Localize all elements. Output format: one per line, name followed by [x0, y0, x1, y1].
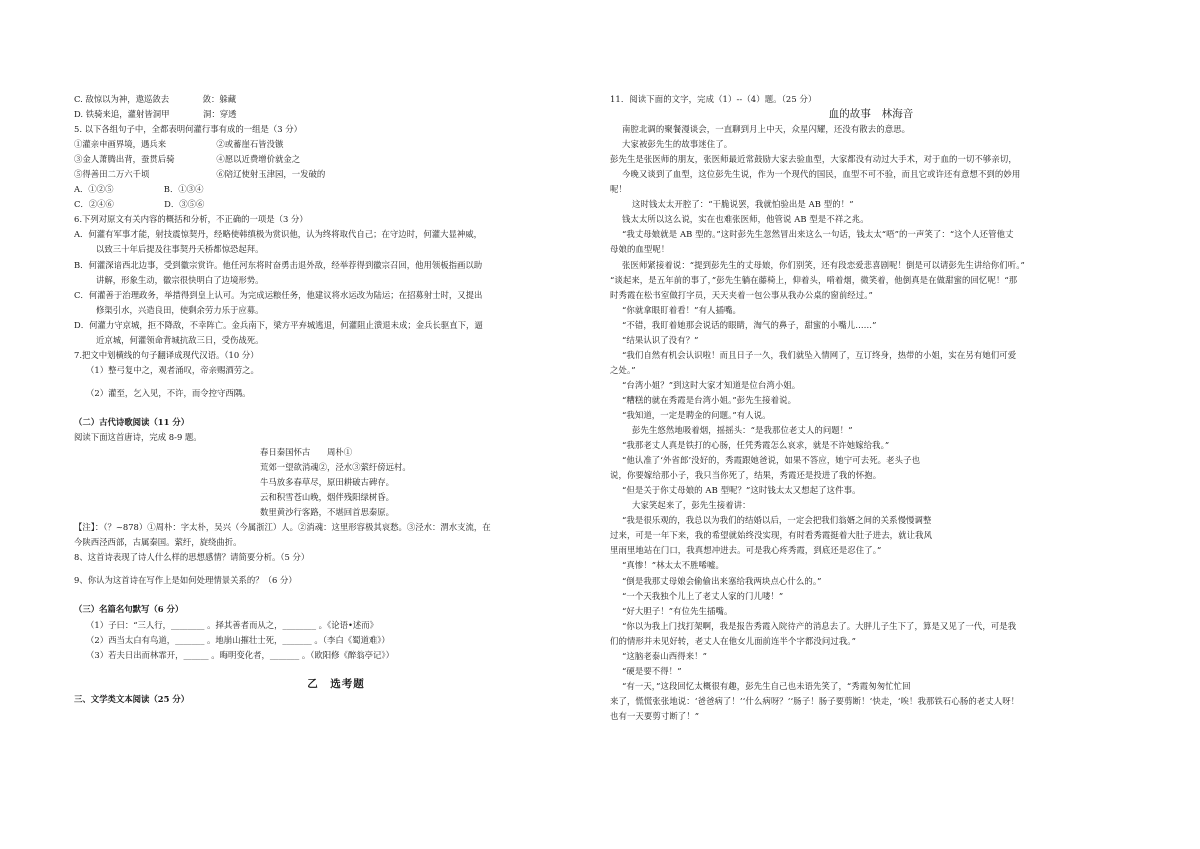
- spacer: [74, 565, 598, 573]
- left-text-line: D．何灌力守京城，拒不降敌，不幸阵亡。金兵南下，梁方平弃城逃退，何灌阻止溃退未成；金兵长驱直下，逼: [74, 319, 483, 330]
- left-text-line: C．②④⑥ D．③⑤⑥: [74, 199, 205, 210]
- right-text-line: 南腔北调的聚餐漫谈会，一直聊到月上中天，众星闪耀，还没有散去的意思。: [622, 124, 911, 135]
- left-text-line: 9、你认为这首诗在写作上是如何处理情景关系的？（6 分）: [74, 575, 297, 586]
- left-text-line: （1）整弓复中之，观者涌叹，帝亲赐酒劳之。: [86, 364, 259, 375]
- right-text-line: “真惨！”林太太不胜唏嘘。: [622, 560, 724, 571]
- right-text-line: 11．阅读下面的文字，完成（1）--（4）题。（25 分）: [610, 94, 817, 104]
- right-text-line: “好大胆子！”有位先生插嘴。: [622, 605, 733, 616]
- right-text-line: “这脑老泰山西得来！”: [622, 650, 708, 661]
- right-text-line: 们的情形并未见好转，老丈人在他女儿面前连半个字都没问过我。”: [610, 635, 856, 646]
- right-text-line: 今晚又谈到了血型，这位彭先生说，作为一个现代的国民，血型不可不验，而且它或许还有意想不到的妙用: [622, 169, 1021, 180]
- left-text-line: 讲解，形象生动，徽宗很快明白了边境形势。: [96, 274, 264, 285]
- left-text-line: B．何灌深谙西北边事，受到徽宗赏许。他任河东将时奋勇击退外敌，经举荐得到徽宗召回，他用领板指画以助: [74, 259, 483, 270]
- right-text-line: “一个天我独个儿上了老丈人家的门儿喽！”: [622, 590, 784, 601]
- left-text-line: 7.把文中划横线的句子翻译成现代汉语。（10 分）: [74, 349, 259, 360]
- left-column: [74, 92, 598, 707]
- right-text-line: “台湾小姐？”到这时大家才知道是位台湾小姐。: [622, 379, 801, 390]
- left-text-line: 牛马放多春草尽，原田耕破古碑存。: [260, 477, 394, 488]
- right-text-line: 之处。”: [610, 364, 636, 375]
- right-text-line: “倒是我那丈母娘会偷偷出来塞给我两块点心什么的。”: [622, 575, 822, 586]
- left-text-line: 8、这首诗表现了诗人什么样的思想感情？请简要分析。（5 分）: [74, 552, 310, 563]
- right-text-line: 说，你要嫁给那小子，我只当你死了，结果，秀霞还是投进了我的怀抱。: [610, 470, 882, 481]
- left-text-line: 【注】：（？~878）①周朴：字太朴，吴兴（今属浙江）人。②消魂：这里形容极其哀愁。③泾水：渭水支流，在: [74, 522, 491, 533]
- left-text-line: ①灌亲申画界境，遇兵来 ②或蓄崖石皆没镞: [74, 139, 284, 150]
- right-text-line: “你就拿眼盯着看！”有人插嘴。: [622, 304, 741, 315]
- left-text-line: 荒郊一望欲消魂②，泾水③萦纡傍远村。: [260, 462, 411, 473]
- right-text-line: “我那老丈人真是铁打的心肠，任凭秀霞怎么哀求，就是不许她嫁给我。”: [622, 440, 890, 451]
- left-text-line: A．何灌有军事才能，射技震惊契丹，经略使韩缜极为赏识他，认为终将取代自己；在守边时，何灌大显神威，: [74, 229, 483, 240]
- spacer: [74, 401, 598, 415]
- left-text-line: （3）若夫日出而林霏开，______ 。晦明变化者，_______ 。（欧阳修《醉翁亭记》）: [86, 649, 394, 660]
- left-text-line: 6.下列对原文有关内容的概括和分析，不正确的一项是（3 分）: [74, 214, 308, 225]
- right-text-line: 来了，慌慌张张地说：‘爸爸病了！’‘什么病呀？’‘肠子！肠子要剪断！’快走，‘唉！我那铁石心肠的老丈人呀！: [610, 695, 1020, 706]
- spacer: [74, 663, 598, 677]
- left-text-line: A．①②⑤ B．①③④: [74, 184, 204, 195]
- right-text-line: “但是关于你丈母娘的 AB 型呢？”这时钱太太又想起了这件事。: [622, 485, 861, 496]
- right-text-line: “不错，我盯着她那会说话的眼睛，淘气的鼻子，甜蜜的小嘴儿……”: [622, 319, 877, 330]
- left-text-line: （2）灌至，乞入见，不许，而令控守西隅。: [86, 387, 251, 398]
- right-text-line: “你以为我上门找打架啊，我是报告秀霞入院待产的消息去了。大胖儿子生下了，算是又见了一代，可是我: [622, 620, 1017, 631]
- right-text-line: 这时钱太太开腔了：“干脆说罢，我就怕验出是 AB 型的！”: [632, 199, 854, 210]
- left-text-line: 乙 选考题: [307, 677, 365, 690]
- right-text-line: 血的故事 林海音: [828, 108, 914, 121]
- left-text-line: （2）西当太白有鸟道，_______ 。地崩山摧壮士死，_______ 。（李白《蜀道难》）: [86, 634, 390, 645]
- right-text-line: “我知道，一定是聘金的问题。”有人说。: [622, 409, 771, 420]
- right-column: [610, 92, 1132, 724]
- left-text-line: 5. 以下各组句子中，全都表明何灌行事有成的一组是（3 分）: [74, 124, 303, 135]
- right-text-line: 张医师紧接着说：“提到彭先生的丈母娘，你们别笑，还有段恋爱悲喜剧呢！倒是可以请彭先生讲给你们听。”: [622, 259, 1025, 270]
- spacer: [74, 378, 598, 386]
- right-text-line: 过来，可是一年下来，我的希望就始终没实现，有时看秀霞挺着大肚子进去，就让我风: [610, 530, 933, 541]
- right-text-line: 里雨里地站在门口，我真想冲进去。可是我心疼秀霞，到底还是忍住了。”: [610, 545, 882, 556]
- left-text-line: C．何灌善于治理政务，举措得到皇上认可。为完成运粮任务，他建议将水运改为陆运；在招募射士时，又提出: [74, 289, 483, 300]
- left-text-line: 近京城，何灌领命背城抗敌三日，受伤战死。: [96, 334, 264, 345]
- right-text-line: “我是很乐观的，我总以为我们的结婚以后，一定会把我们翁婿之间的关系慢慢调整: [622, 515, 932, 526]
- right-text-line: 钱太太所以这么说，实在也难张医师，他管说 AB 型是不祥之兆。: [622, 214, 869, 225]
- right-text-line: 大家笑起来了，彭先生接着讲：: [632, 500, 751, 511]
- right-text-line: “结果认识了没有？”: [622, 334, 699, 345]
- left-text-line: 今陕西泾西部，古属秦国。萦纡，旋绕曲折。: [74, 537, 242, 548]
- right-text-line: “我丈母娘就是 AB 型的。”这时彭先生忽然冒出来这么一句话，钱太太“唔”的一声笑了：“这个人还管他丈: [622, 229, 1014, 240]
- left-text-line: 阅读下面这首唐诗，完成 8-9 题。: [74, 431, 202, 442]
- right-text-line: “他认准了‘外省郎’没好的，秀霞跟她爸说，如果不答应，她宁可去死。老头子也: [622, 455, 921, 466]
- left-text-line: （三）名篇名句默写（6 分）: [74, 604, 184, 615]
- right-text-line: 彭先生悠然地吸着烟，摇摇头：“是我那位老丈人的问题！”: [632, 425, 853, 436]
- left-text-line: C. 敌惊以为神，遨巡敛去 敛：躲藏: [74, 94, 237, 104]
- right-text-line: 也有一天要剪寸断了！”: [610, 710, 700, 721]
- left-text-line: 春日秦国怀古 周朴①: [260, 447, 353, 458]
- right-text-line: “糟糕的就在秀霞是台湾小姐。”彭先生接着说。: [622, 394, 797, 405]
- left-text-line: 云和积雪苍山晚，烟伴残阳绿树昏。: [260, 492, 394, 503]
- right-text-line: 彭先生是张医师的朋友，张医师最近常鼓励大家去验血型，大家都没有动过大手术，对于血的一切不够亲切，: [610, 154, 1017, 165]
- left-text-line: （二）古代诗歌阅读（11 分）: [74, 416, 190, 427]
- right-text-line: 呢！: [610, 184, 627, 195]
- left-text-line: 三、文学类文本阅读（25 分）: [74, 693, 190, 704]
- left-text-line: 数里黄沙行客路，不堪回首思秦原。: [260, 507, 394, 518]
- left-text-line: （1）子曰：“三人行，________ 。择其善者而从之，________ 。《论语•述而》: [86, 619, 379, 630]
- right-text-line: 时秀霞在松书室做打字员，天天夹着一包公事从我办公桌的窗前经过。”: [610, 289, 873, 300]
- right-text-line: “硬是要不得！”: [622, 665, 682, 676]
- left-text-line: ⑤得善田二万六千顷 ⑥陪辽使射玉津园，一发破的: [74, 169, 326, 180]
- right-text-line: “有一天，”这段回忆太概很有趣，彭先生自己也未语先笑了，“秀霞匆匆忙忙回: [622, 680, 911, 691]
- right-text-line: “谈起来，是五年前的事了，”彭先生躺在藤椅上，仰着头，啃着烟，微笑着，他倒真是在做甜蜜的回忆呢！“那: [610, 274, 1018, 285]
- left-text-line: ③金人萧腾出背，蚕贯后骑 ④愿以近费增价就金之: [74, 154, 301, 165]
- right-text-line: 大家被彭先生的故事迷住了。: [622, 139, 733, 150]
- left-text-line: 修渠引水，兴造良田，使剩余劳力乐于应募。: [96, 304, 264, 315]
- right-text-line: 母娘的血型呢！: [610, 244, 670, 255]
- right-text-line: “我们自然有机会认识啦！而且日子一久，我们就坠入情网了，互订终身，热带的小姐，实在另有她们可爱: [622, 349, 1017, 360]
- left-text-line: D. 铁骑来追，灌射皆洞甲 洞：穿透: [74, 109, 237, 120]
- left-text-line: 以致三十年后提及往事契丹夭桥都惊恐起拜。: [96, 244, 264, 255]
- spacer: [74, 588, 598, 602]
